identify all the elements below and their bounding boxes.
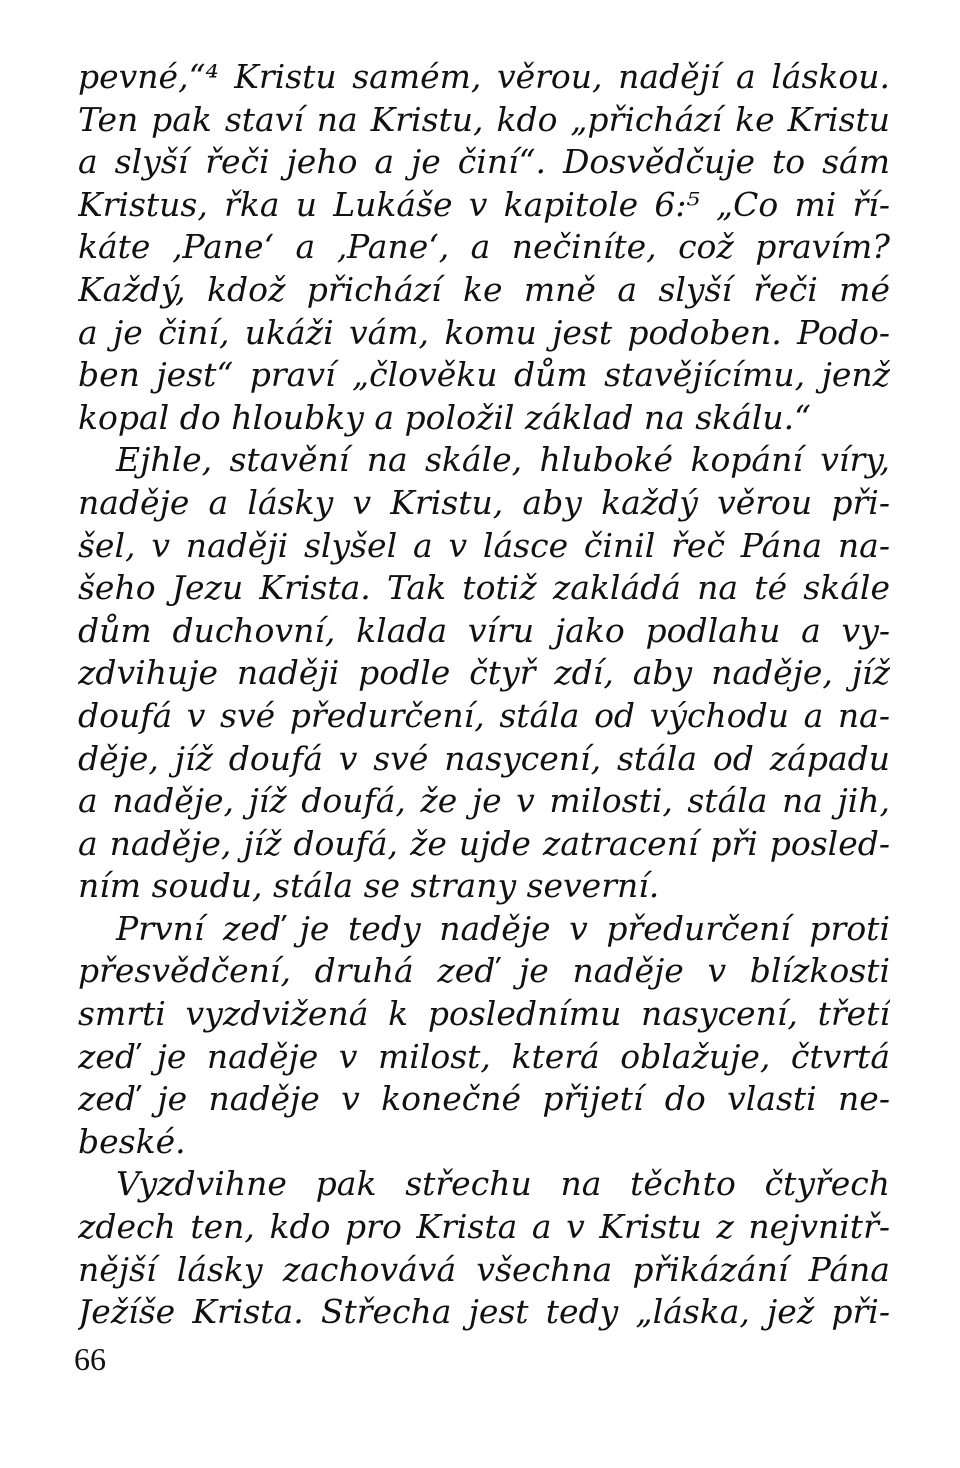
text-line: Ježíše Krista. Střecha jest tedy „láska, jež při- <box>78 1292 890 1332</box>
text-line: dům duchovní, klada víru jako podlahu a vy- <box>78 610 890 650</box>
text-line: Vyzdvihne pak střechu na těchto čtyřech <box>116 1164 890 1204</box>
text-line: pevné,“⁴ Kristu samém, věrou, nadějí a láskou. <box>78 57 890 96</box>
text-line: děje, jíž doufá v své nasycení, stála od západu <box>78 738 890 778</box>
text-line: Kristus, řka u Lukáše v kapitole 6:⁵ „Co mi ří- <box>78 184 890 224</box>
text-line: ním soudu, stála se strany severní. <box>78 866 660 906</box>
text-line: šeho Jezu Krista. Tak totiž zakládá na té skále <box>78 568 890 608</box>
text-line: zdvihuje naději podle čtyř zdí, aby naděje, jíž <box>78 653 890 693</box>
page-number: 66 <box>74 1341 106 1377</box>
text-line: naděje a lásky v Kristu, aby každý věrou při- <box>78 482 890 522</box>
text-line: káte ‚Pane‘ a ‚Pane‘, a nečiníte, což pravím? <box>78 227 890 267</box>
text-line: a slyší řeči jeho a je činí“. Dosvědčuje to sám <box>78 142 890 182</box>
text-line: a naděje, jíž doufá, že je v milosti, stála na jih, <box>78 781 890 821</box>
text-line: Každý, kdož přichází ke mně a slyší řeči mé <box>78 269 890 309</box>
text-line: smrti vyzdvižená k poslednímu nasycení, třetí <box>78 994 890 1034</box>
text-line: doufá v své předurčení, stála od východu a na- <box>78 695 890 735</box>
text-line: zeď je naděje v milost, která oblažuje, čtvrtá <box>78 1036 890 1076</box>
text-line: Ten pak staví na Kristu, kdo „přichází ke Kristu <box>78 99 890 139</box>
text-line: zdech ten, kdo pro Krista a v Kristu z nejvnitř- <box>78 1207 890 1247</box>
text-line: a je činí, ukáži vám, komu jest podoben. Podo- <box>78 312 890 352</box>
text-line: kopal do hloubky a položil základ na skálu.“ <box>78 397 812 437</box>
text-line: nější lásky zachovává všechna přikázání Pána <box>78 1249 890 1289</box>
text-line: zeď je naděje v konečné přijetí do vlasti ne- <box>78 1079 890 1119</box>
body-text <box>78 56 890 1334</box>
text-line: Ejhle, stavění na skále, hluboké kopání víry, <box>116 440 890 480</box>
text-line: První zeď je tedy naděje v předurčení proti <box>116 908 890 948</box>
text-line: šel, v naději slyšel a v lásce činil řeč Pána na- <box>78 525 890 565</box>
text-line: beské. <box>78 1121 186 1161</box>
text-line: ben jest“ praví „člověku dům stavějícímu, jenž <box>78 355 890 395</box>
text-line: a naděje, jíž doufá, že ujde zatracení při posled- <box>78 823 890 863</box>
text-line: přesvědčení, druhá zeď je naděje v blízkosti <box>78 951 890 991</box>
